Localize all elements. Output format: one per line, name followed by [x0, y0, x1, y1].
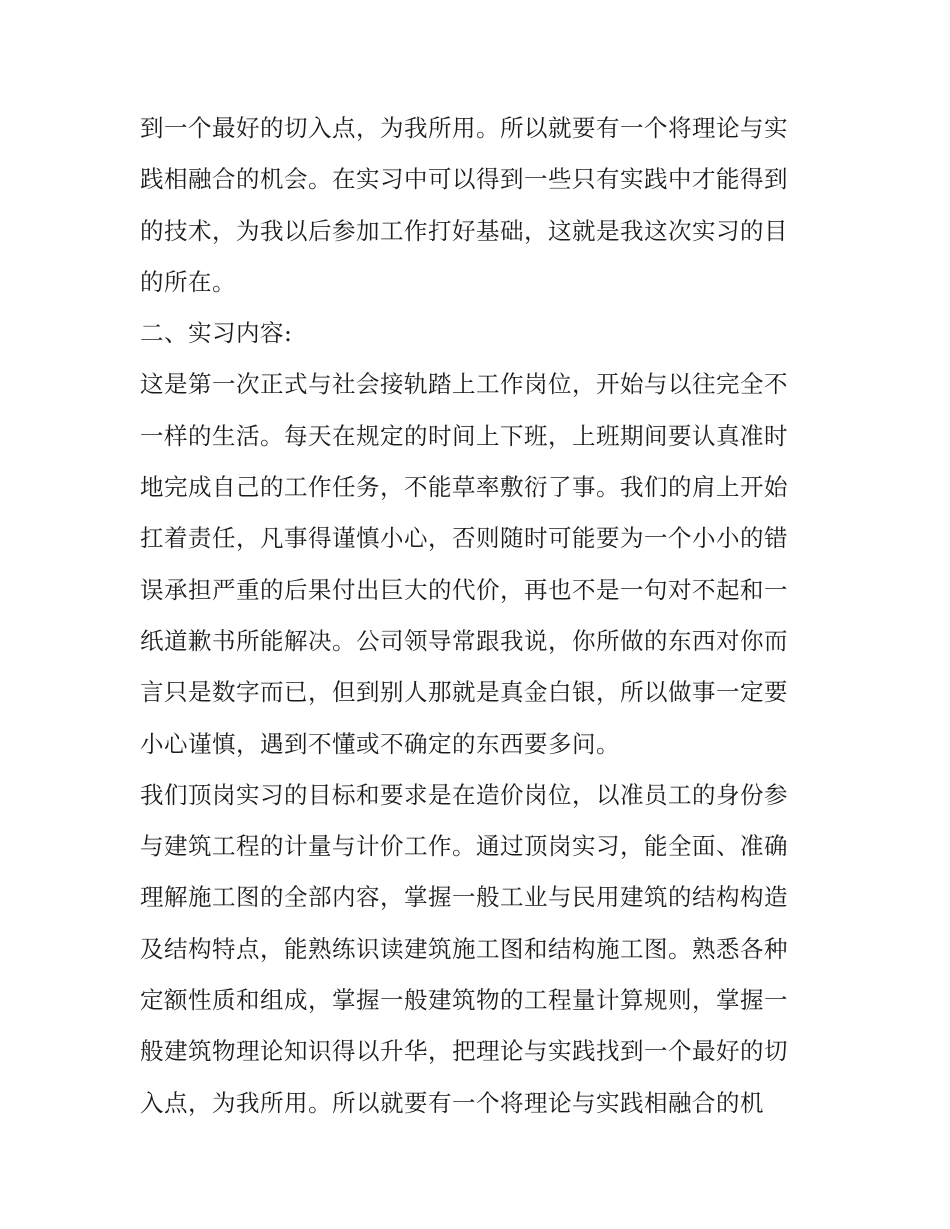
text-line: 纸道歉书所能解决。公司领导常跟我说，你所做的东西对你而	[140, 626, 788, 655]
text-line: 一样的生活。每天在规定的时间上下班，上班期间要认真准时	[140, 421, 788, 450]
body-text	[140, 103, 820, 1129]
text-line: 这是第一次正式与社会接轨踏上工作岗位，开始与以往完全不	[140, 370, 788, 399]
text-line: 及结构特点，能熟练识读建筑施工图和结构施工图。熟悉各种	[140, 934, 788, 963]
text-line: 小心谨慎，遇到不懂或不确定的东西要多问。	[140, 729, 620, 758]
text-line: 入点，为我所用。所以就要有一个将理论与实践相融合的机	[140, 1088, 764, 1117]
text-line: 到一个最好的切入点，为我所用。所以就要有一个将理论与实	[140, 114, 788, 142]
text-line: 与建筑工程的计量与计价工作。通过顶岗实习，能全面、准确	[140, 832, 788, 861]
text-line: 言只是数字而已，但到别人那就是真金白银，所以做事一定要	[140, 678, 788, 707]
section-heading: 二、实习内容:	[140, 319, 293, 348]
text-line: 定额性质和组成，掌握一般建筑物的工程量计算规则，掌握一	[140, 986, 788, 1015]
text-line: 我们顶岗实习的目标和要求是在造价岗位，以准员工的身份参	[140, 780, 788, 809]
text-line: 般建筑物理论知识得以升华，把理论与实践找到一个最好的切	[140, 1037, 788, 1066]
text-line: 的技术，为我以后参加工作打好基础，这就是我这次实习的目	[140, 216, 788, 245]
text-line: 践相融合的机会。在实习中可以得到一些只有实践中才能得到	[140, 165, 788, 194]
text-line: 的所在。	[140, 267, 236, 296]
text-line: 地完成自己的工作任务，不能草率敷衍了事。我们的肩上开始	[140, 473, 788, 502]
text-line: 理解施工图的全部内容，掌握一般工业与民用建筑的结构构造	[140, 883, 788, 912]
text-line: 误承担严重的后果付出巨大的代价，再也不是一句对不起和一	[140, 575, 788, 604]
text-line: 扛着责任，凡事得谨慎小心，否则随时可能要为一个小小的错	[140, 524, 788, 553]
